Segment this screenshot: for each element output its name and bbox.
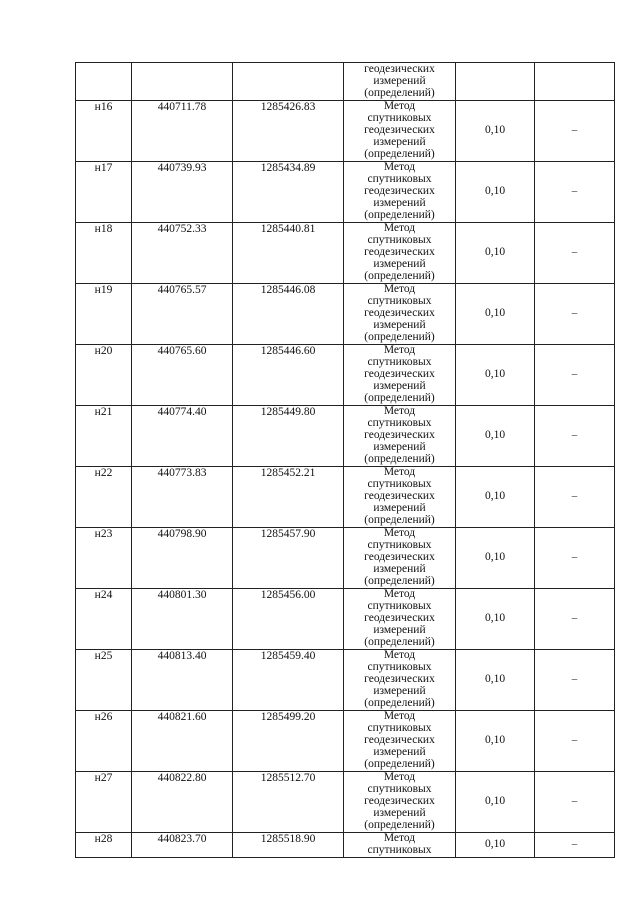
- note-cell: [535, 101, 615, 162]
- method-line: (определений): [364, 818, 435, 831]
- x-coordinate-value: 440765.57: [157, 284, 207, 296]
- table-row: [76, 345, 615, 406]
- point-cell: [76, 589, 132, 650]
- x-coordinate-cell: [132, 589, 233, 650]
- accuracy-cell: [456, 833, 535, 858]
- table-row: [76, 467, 615, 528]
- method-cell: [344, 63, 456, 101]
- x-coordinate-value: 440822.80: [157, 772, 207, 784]
- y-coordinate-value: 1285457.90: [260, 528, 316, 540]
- method-cell: [344, 833, 456, 858]
- method-line: геодезических: [364, 63, 435, 76]
- x-coordinate-cell: [132, 63, 233, 101]
- method-line: спутниковых: [367, 416, 432, 429]
- method-line: Метод: [383, 344, 416, 356]
- table-row: [76, 528, 615, 589]
- note-value: –: [571, 838, 578, 851]
- y-coordinate-value: 1285456.00: [260, 589, 316, 601]
- point-value: н20: [94, 345, 113, 357]
- x-coordinate-value: 440739.93: [157, 162, 207, 174]
- method-line: (определений): [364, 696, 435, 709]
- x-coordinate-value: 440773.83: [157, 467, 207, 479]
- y-coordinate-value: 1285440.81: [260, 223, 316, 235]
- point-cell: [76, 528, 132, 589]
- point-cell: [76, 833, 132, 858]
- x-coordinate-cell: [132, 711, 233, 772]
- table-row: [76, 833, 615, 858]
- note-value: –: [571, 368, 578, 381]
- point-cell: [76, 345, 132, 406]
- method-line: спутниковых: [367, 843, 432, 856]
- method-line: геодезических: [364, 367, 435, 380]
- accuracy-value: 0,10: [484, 490, 506, 503]
- method-line: измерений: [373, 379, 426, 392]
- method-line: Метод: [383, 832, 416, 844]
- method-cell: [344, 650, 456, 711]
- method-line: (определений): [364, 391, 435, 404]
- method-line: (определений): [364, 269, 435, 282]
- method-line: спутниковых: [367, 721, 432, 734]
- method-line: Метод: [383, 588, 416, 600]
- method-line: (определений): [364, 574, 435, 587]
- method-line: Метод: [383, 222, 416, 234]
- y-coordinate-cell: [233, 101, 344, 162]
- point-cell: [76, 711, 132, 772]
- x-coordinate-cell: [132, 650, 233, 711]
- point-cell: [76, 467, 132, 528]
- x-coordinate-value: 440774.40: [157, 406, 207, 418]
- point-cell: [76, 406, 132, 467]
- accuracy-value: 0,10: [484, 612, 506, 625]
- accuracy-value: 0,10: [484, 734, 506, 747]
- method-line: спутниковых: [367, 782, 432, 795]
- note-value: –: [571, 734, 578, 747]
- note-value: –: [571, 124, 578, 137]
- method-line: (определений): [364, 635, 435, 648]
- point-value: н22: [94, 467, 113, 479]
- method-cell: [344, 406, 456, 467]
- x-coordinate-value: 440801.30: [157, 589, 207, 601]
- point-value: н21: [94, 406, 113, 418]
- note-cell: [535, 467, 615, 528]
- note-cell: [535, 711, 615, 772]
- point-value: н17: [94, 162, 113, 174]
- table-row: [76, 711, 615, 772]
- y-coordinate-value: 1285452.21: [260, 467, 316, 479]
- y-coordinate-value: 1285499.20: [260, 711, 316, 723]
- y-coordinate-value: 1285518.90: [260, 833, 316, 845]
- method-cell: [344, 467, 456, 528]
- method-line: геодезических: [364, 245, 435, 258]
- x-coordinate-value: 440798.90: [157, 528, 207, 540]
- y-coordinate-cell: [233, 650, 344, 711]
- accuracy-value: 0,10: [484, 795, 506, 808]
- accuracy-cell: [456, 101, 535, 162]
- method-line: Метод: [383, 161, 416, 173]
- method-line: измерений: [373, 135, 426, 148]
- x-coordinate-value: 440821.60: [157, 711, 207, 723]
- method-line: геодезических: [364, 428, 435, 441]
- note-cell: [535, 528, 615, 589]
- accuracy-cell: [456, 650, 535, 711]
- table-row: [76, 101, 615, 162]
- accuracy-cell: [456, 711, 535, 772]
- method-line: спутниковых: [367, 477, 432, 490]
- method-cell: [344, 101, 456, 162]
- method-line: геодезических: [364, 672, 435, 685]
- accuracy-value: 0,10: [484, 124, 506, 137]
- method-line: Метод: [383, 527, 416, 539]
- y-coordinate-value: 1285426.83: [260, 101, 316, 113]
- y-coordinate-cell: [233, 345, 344, 406]
- note-value: –: [571, 185, 578, 198]
- method-line: (определений): [364, 208, 435, 221]
- table-row-continued: [76, 63, 615, 101]
- y-coordinate-value: 1285512.70: [260, 772, 316, 784]
- method-line: спутниковых: [367, 172, 432, 185]
- method-line: геодезических: [364, 489, 435, 502]
- method-line: спутниковых: [367, 660, 432, 673]
- note-cell: [535, 223, 615, 284]
- y-coordinate-cell: [233, 772, 344, 833]
- method-cell: [344, 223, 456, 284]
- note-cell: [535, 63, 615, 101]
- method-cell: [344, 711, 456, 772]
- point-value: н19: [94, 284, 113, 296]
- method-line: Метод: [383, 100, 416, 112]
- table-row: [76, 406, 615, 467]
- method-line: геодезических: [364, 306, 435, 319]
- accuracy-value: 0,10: [484, 246, 506, 259]
- accuracy-cell: [456, 345, 535, 406]
- x-coordinate-cell: [132, 345, 233, 406]
- method-line: (определений): [364, 452, 435, 465]
- method-line: (определений): [364, 757, 435, 770]
- x-coordinate-value: 440823.70: [157, 833, 207, 845]
- point-value: н28: [94, 833, 113, 845]
- method-line: геодезических: [364, 794, 435, 807]
- note-value: –: [571, 429, 578, 442]
- y-coordinate-cell: [233, 162, 344, 223]
- note-cell: [535, 650, 615, 711]
- method-line: (определений): [364, 513, 435, 526]
- table-row: [76, 589, 615, 650]
- y-coordinate-value: 1285446.60: [260, 345, 316, 357]
- method-cell: [344, 345, 456, 406]
- method-line: геодезических: [364, 184, 435, 197]
- method-line: измерений: [373, 196, 426, 209]
- y-coordinate-cell: [233, 528, 344, 589]
- accuracy-value: 0,10: [484, 429, 506, 442]
- accuracy-cell: [456, 589, 535, 650]
- x-coordinate-cell: [132, 467, 233, 528]
- method-line: Метод: [383, 649, 416, 661]
- y-coordinate-cell: [233, 223, 344, 284]
- method-line: Метод: [383, 466, 416, 478]
- accuracy-value: 0,10: [484, 551, 506, 564]
- table-row: [76, 772, 615, 833]
- method-line: спутниковых: [367, 599, 432, 612]
- method-line: геодезических: [364, 123, 435, 136]
- table-row: [76, 162, 615, 223]
- method-line: Метод: [383, 771, 416, 783]
- accuracy-cell: [456, 162, 535, 223]
- coordinates-table: [75, 62, 615, 858]
- note-cell: [535, 162, 615, 223]
- coordinates-table-body: [76, 63, 615, 858]
- note-value: –: [571, 673, 578, 686]
- accuracy-value: 0,10: [484, 838, 506, 851]
- point-value: н16: [94, 101, 113, 113]
- accuracy-cell: [456, 528, 535, 589]
- note-cell: [535, 833, 615, 858]
- note-value: –: [571, 612, 578, 625]
- method-line: геодезических: [364, 611, 435, 624]
- point-cell: [76, 63, 132, 101]
- x-coordinate-cell: [132, 101, 233, 162]
- method-line: измерений: [373, 623, 426, 636]
- x-coordinate-value: 440765.60: [157, 345, 207, 357]
- x-coordinate-cell: [132, 833, 233, 858]
- x-coordinate-value: 440711.78: [157, 101, 207, 113]
- note-value: –: [571, 307, 578, 320]
- method-cell: [344, 589, 456, 650]
- y-coordinate-value: 1285446.08: [260, 284, 316, 296]
- method-line: спутниковых: [367, 538, 432, 551]
- point-cell: [76, 650, 132, 711]
- method-line: (определений): [364, 87, 435, 100]
- accuracy-cell: [456, 467, 535, 528]
- point-value: н27: [94, 772, 113, 784]
- accuracy-value: 0,10: [484, 368, 506, 381]
- accuracy-value: 0,10: [484, 307, 506, 320]
- point-cell: [76, 284, 132, 345]
- method-line: спутниковых: [367, 355, 432, 368]
- table-row: [76, 284, 615, 345]
- accuracy-cell: [456, 772, 535, 833]
- point-value: н18: [94, 223, 113, 235]
- table-row: [76, 223, 615, 284]
- method-line: Метод: [383, 710, 416, 722]
- method-line: измерений: [373, 440, 426, 453]
- method-line: измерений: [373, 562, 426, 575]
- point-value: н23: [94, 528, 113, 540]
- method-line: измерений: [373, 318, 426, 331]
- accuracy-value: 0,10: [484, 185, 506, 198]
- method-cell: [344, 162, 456, 223]
- note-cell: [535, 589, 615, 650]
- method-line: спутниковых: [367, 294, 432, 307]
- method-line: спутниковых: [367, 111, 432, 124]
- x-coordinate-cell: [132, 162, 233, 223]
- method-line: (определений): [364, 147, 435, 160]
- point-cell: [76, 772, 132, 833]
- accuracy-cell: [456, 284, 535, 345]
- accuracy-cell: [456, 63, 535, 101]
- accuracy-value: 0,10: [484, 673, 506, 686]
- y-coordinate-cell: [233, 63, 344, 101]
- method-line: измерений: [373, 684, 426, 697]
- method-cell: [344, 528, 456, 589]
- y-coordinate-cell: [233, 589, 344, 650]
- method-line: измерений: [373, 501, 426, 514]
- x-coordinate-value: 440752.33: [157, 223, 207, 235]
- method-line: спутниковых: [367, 233, 432, 246]
- y-coordinate-value: 1285434.89: [260, 162, 316, 174]
- y-coordinate-cell: [233, 284, 344, 345]
- note-value: –: [571, 490, 578, 503]
- method-line: Метод: [383, 283, 416, 295]
- x-coordinate-cell: [132, 223, 233, 284]
- point-value: н24: [94, 589, 113, 601]
- y-coordinate-cell: [233, 406, 344, 467]
- note-cell: [535, 345, 615, 406]
- accuracy-cell: [456, 406, 535, 467]
- x-coordinate-cell: [132, 406, 233, 467]
- note-value: –: [571, 246, 578, 259]
- x-coordinate-cell: [132, 284, 233, 345]
- method-line: геодезических: [364, 733, 435, 746]
- method-line: измерений: [373, 257, 426, 270]
- x-coordinate-value: 440813.40: [157, 650, 207, 662]
- x-coordinate-cell: [132, 528, 233, 589]
- method-line: измерений: [373, 806, 426, 819]
- method-line: геодезических: [364, 550, 435, 563]
- point-cell: [76, 223, 132, 284]
- accuracy-cell: [456, 223, 535, 284]
- note-cell: [535, 284, 615, 345]
- point-value: н25: [94, 650, 113, 662]
- y-coordinate-cell: [233, 833, 344, 858]
- point-value: н26: [94, 711, 113, 723]
- point-cell: [76, 101, 132, 162]
- y-coordinate-cell: [233, 711, 344, 772]
- note-cell: [535, 406, 615, 467]
- method-line: измерений: [373, 75, 426, 88]
- note-value: –: [571, 795, 578, 808]
- method-cell: [344, 284, 456, 345]
- point-cell: [76, 162, 132, 223]
- x-coordinate-cell: [132, 772, 233, 833]
- table-row: [76, 650, 615, 711]
- method-cell: [344, 772, 456, 833]
- y-coordinate-value: 1285449.80: [260, 406, 316, 418]
- method-line: измерений: [373, 745, 426, 758]
- note-cell: [535, 772, 615, 833]
- note-value: –: [571, 551, 578, 564]
- y-coordinate-cell: [233, 467, 344, 528]
- method-line: (определений): [364, 330, 435, 343]
- method-line: Метод: [383, 405, 416, 417]
- y-coordinate-value: 1285459.40: [260, 650, 316, 662]
